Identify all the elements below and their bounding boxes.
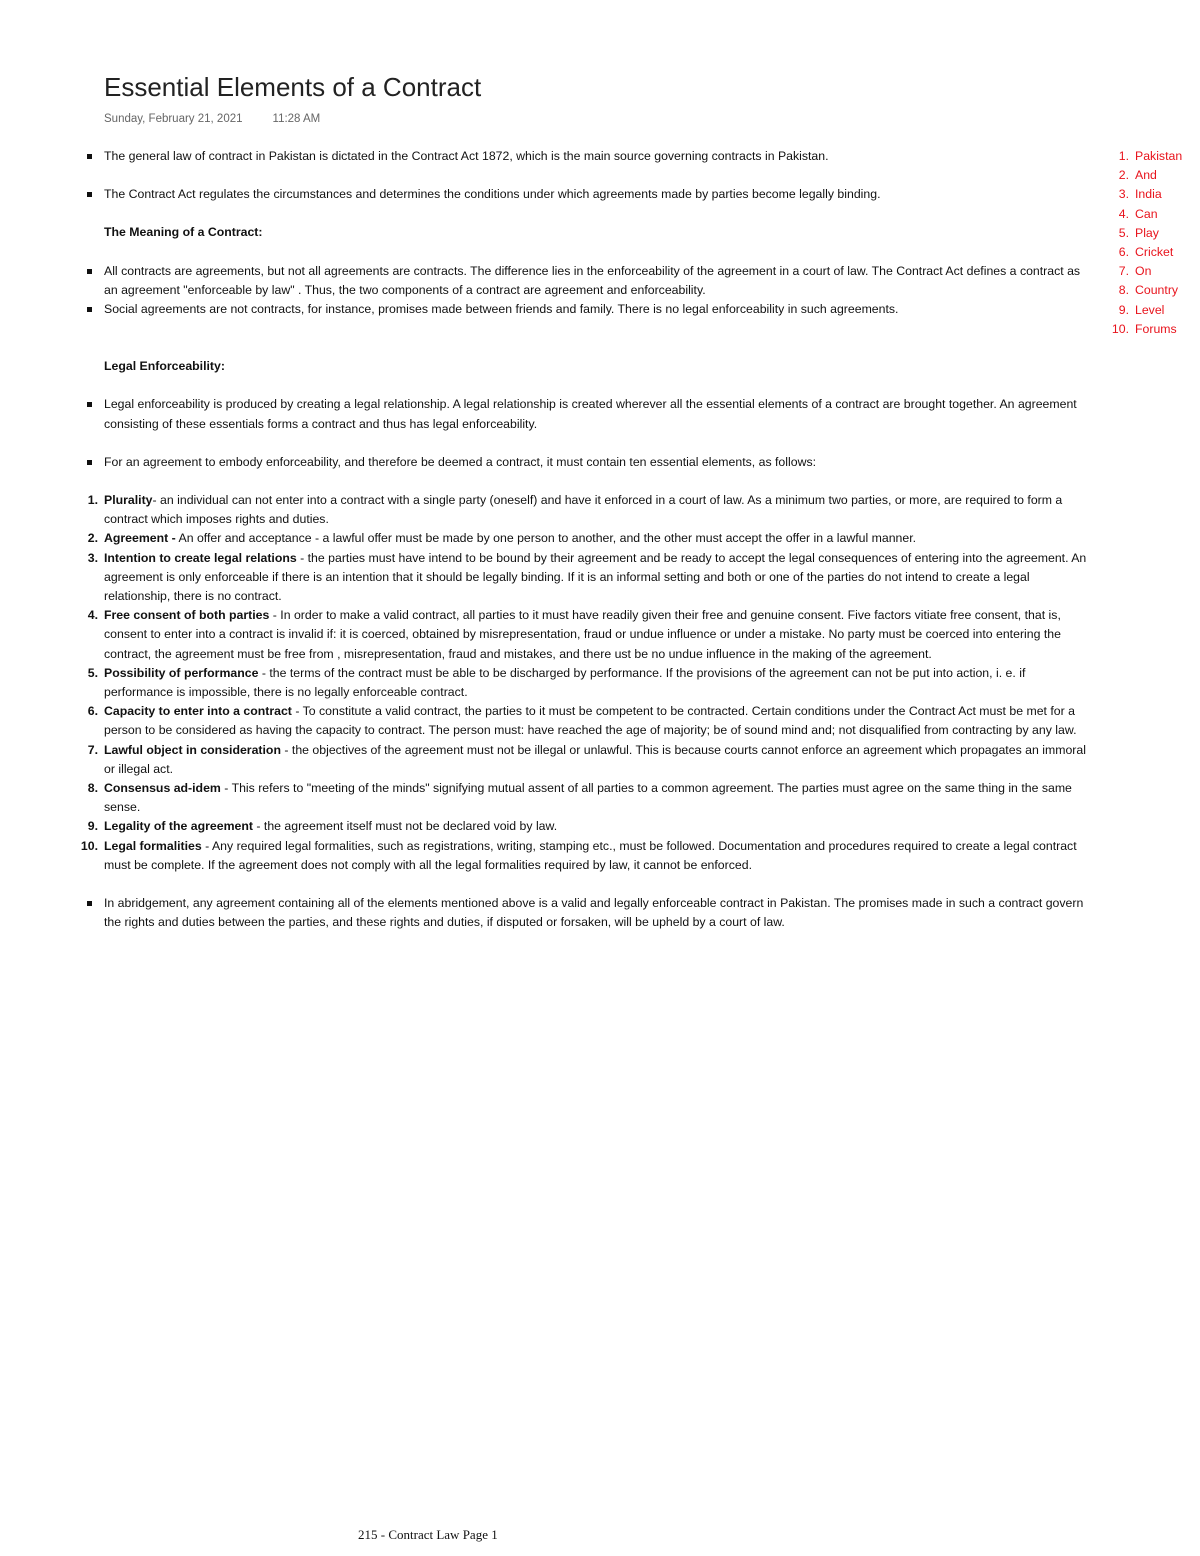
meaning-bullet: All contracts are agreements, but not all agreements are contracts. The difference lies in the enforceability of the agreement in a court of law. The Contract Act defines a contract as an agreement "enforceable by law" . Thus, the two components of a contract are agreement and enforceability. xyxy=(104,262,1089,300)
element-term: Capacity to enter into a contract xyxy=(104,704,292,719)
element-item: 7. Lawful object in consideration - the objectives of the agreement must not be illegal or unlawful. This is because courts cannot enforce an agreement which propagates an immoral or illegal act. xyxy=(87,742,1086,776)
note-timestamp xyxy=(104,113,320,125)
element-text: - the agreement itself must not be declared void by law. xyxy=(252,819,558,834)
conclusion-bullet: In abridgement, any agreement containing all of the elements mentioned above is a valid and legally enforceable contract in Pakistan. The promises made in such a contract govern the rights and duties between the parties, and these rights and duties, if disputed or forsaken, will be upheld by a court of law. xyxy=(104,894,1089,932)
side-list-item: 2. And xyxy=(1118,168,1157,183)
elements-list xyxy=(80,491,1089,875)
element-text: - To constitute a valid contract, the parties to it must be competent to be contracted. Certain conditions under the Contract Act must be met for a person to be considered as having the capacity to contract. The person must: have reached the age of majority; be of sound mind and; not disqualified from contracting by any law. xyxy=(104,704,1077,738)
side-list-item: 10. Forums xyxy=(1111,321,1177,336)
element-text: - This refers to "meeting of the minds" signifying mutual assent of all parties to a common agreement. The parties must agree on the same thing in the same sense. xyxy=(104,781,1072,815)
note-body xyxy=(80,147,1089,933)
element-term: Possibility of performance xyxy=(104,665,259,680)
page-footer: 215 - Contract Law Page 1 xyxy=(358,1527,498,1542)
element-item: 8. Consensus ad-idem - This refers to "meeting of the minds" signifying mutual assent of all parties to a common agreement. The parties must agree on the same thing in the same sense. xyxy=(87,781,1072,815)
intro-bullet: The general law of contract in Pakistan is dictated in the Contract Act 1872, which is the main source governing contracts in Pakistan. xyxy=(104,147,1089,166)
intro-bullet: The Contract Act regulates the circumstances and determines the conditions under which agreements made by parties become legally binding. xyxy=(104,185,1089,204)
element-text: - the terms of the contract must be able to be discharged by performance. If the provisions of the agreement can not be put into action, i. e. if performance is impossible, there is no legally enforceable contract. xyxy=(104,665,1026,700)
element-text: - the objectives of the agreement must not be illegal or unlawful. This is because courts cannot enforce an agreement which propagates an immoral or illegal act. xyxy=(104,742,1086,776)
page-title: Essential Elements of a Contract xyxy=(104,72,482,102)
element-item: 1. Plurality- an individual can not enter into a contract with a single party (oneself) and have it enforced in a court of law. As a minimum two parties, or more, are required to form a contract which imposes rights and duties. xyxy=(87,493,1063,527)
enforceability-bullet: For an agreement to embody enforceability, and therefore be deemed a contract, it must contain ten essential elements, as follows: xyxy=(104,453,1089,472)
element-item: 9. Legality of the agreement - the agreement itself must not be declared void by law. xyxy=(87,819,558,834)
element-term: Legality of the agreement xyxy=(104,819,253,834)
side-list xyxy=(1104,147,1182,339)
side-list-item: 7. On xyxy=(1118,264,1152,279)
element-term: Consensus ad-idem xyxy=(104,781,221,796)
element-text: An offer and acceptance - a lawful offer must be made by one person to another, and the other must accept the offer in a lawful manner. xyxy=(175,531,917,546)
side-list-item: 4. Can xyxy=(1118,206,1158,221)
meaning-heading: The Meaning of a Contract: xyxy=(104,225,263,240)
element-item: 3. Intention to create legal relations - the parties must have intend to be bound by their agreement and be ready to accept the legal consequences of entering into the agreement. An agreement is only enforceable if there is an intention that it should be legally binding. If it is an informal setting and both or one of the parties do not intend to create a legal relationship, there is no contract. xyxy=(87,550,1087,604)
enforceability-bullet: Legal enforceability is produced by creating a legal relationship. A legal relationship is created wherever all the essential elements of a contract are brought together. An agreement consisting of these essentials forms a contract and thus has legal enforceability. xyxy=(104,395,1089,433)
note-time: 11:28 AM xyxy=(272,113,321,125)
element-term: Agreement - xyxy=(104,531,176,546)
element-term: Lawful object in consideration xyxy=(104,742,281,757)
element-text: - the parties must have intend to be bound by their agreement and be ready to accept the legal consequences of entering into the agreement. An agreement is only enforceable if there is an intention that it should be legally binding. If it is an informal setting and both or one of the parties do not intend to create a legal relationship, there is no contract. xyxy=(104,550,1087,604)
element-item: 6. Capacity to enter into a contract - To constitute a valid contract, the parties to it must be competent to be contracted. Certain conditions under the Contract Act must be met for a person to be considered as having the capacity to contract. The person must: have reached the age of majority; be of sound mind and; not disqualified from contracting by any law. xyxy=(87,704,1077,738)
side-list-item: 3. India xyxy=(1118,187,1162,202)
element-term: Free consent of both parties xyxy=(104,608,270,623)
element-text: - an individual can not enter into a contract with a single party (oneself) and have it enforced in a court of law. As a minimum two parties, or more, are required to form a contract which imposes rights and duties. xyxy=(104,493,1063,527)
element-item: 2. Agreement - An offer and acceptance - a lawful offer must be made by one person to another, and the other must accept the offer in a lawful manner. xyxy=(87,531,917,546)
element-text: - In order to make a valid contract, all parties to it must have readily given their free and genuine consent. Five factors vitiate free consent, that is, consent to enter into a contract is invalid if: it is coerced, obtained by misrepresentation, fraud or undue influence or under a mistake. No party must be coerced into entering the contract, the agreement must be free from , misrepresentation, fraud and mistakes, and there ust be no undue influence in the making of the agreement. xyxy=(104,608,1061,661)
side-list-item: 6. Cricket xyxy=(1118,245,1174,260)
side-list-item: 1. Pakistan xyxy=(1118,149,1183,163)
side-list-item: 5. Play xyxy=(1118,225,1159,240)
element-term: Intention to create legal relations xyxy=(104,550,297,565)
element-term: Legal formalities xyxy=(104,838,202,853)
element-item: 10. Legal formalities - Any required legal formalities, such as registrations, writing, stamping etc., must be followed. Documentation and procedures required to create a legal contract must be complete. If the agreement does not comply with all the legal formalities required by law, it cannot be enforced. xyxy=(80,838,1077,872)
element-item: 5. Possibility of performance - the terms of the contract must be able to be discharged by performance. If the provisions of the agreement can not be put into action, i. e. if performance is impossible, there is no legally enforceable contract. xyxy=(87,665,1026,700)
element-text: - Any required legal formalities, such as registrations, writing, stamping etc., must be followed. Documentation and procedures required to create a legal contract must be complete. If the agreement does not comply with all the legal formalities required by law, it cannot be enforced. xyxy=(104,838,1077,872)
note-date: Sunday, February 21, 2021 xyxy=(104,113,243,125)
side-list-item: 9. Level xyxy=(1118,302,1165,317)
element-item: 4. Free consent of both parties - In order to make a valid contract, all parties to it must have readily given their free and genuine consent. Five factors vitiate free consent, that is, consent to enter into a contract is invalid if: it is coerced, obtained by misrepresentation, fraud or undue influence or under a mistake. No party must be coerced into entering the contract, the agreement must be free from , misrepresentation, fraud and mistakes, and there ust be no undue influence in the making of the agreement. xyxy=(87,608,1061,661)
element-term: Plurality xyxy=(104,493,153,508)
side-list-item: 8. Country xyxy=(1118,283,1179,298)
meaning-bullet: Social agreements are not contracts, for instance, promises made between friends and family. There is no legal enforceability in such agreements. xyxy=(104,300,1089,319)
enforceability-heading: Legal Enforceability: xyxy=(104,359,225,374)
